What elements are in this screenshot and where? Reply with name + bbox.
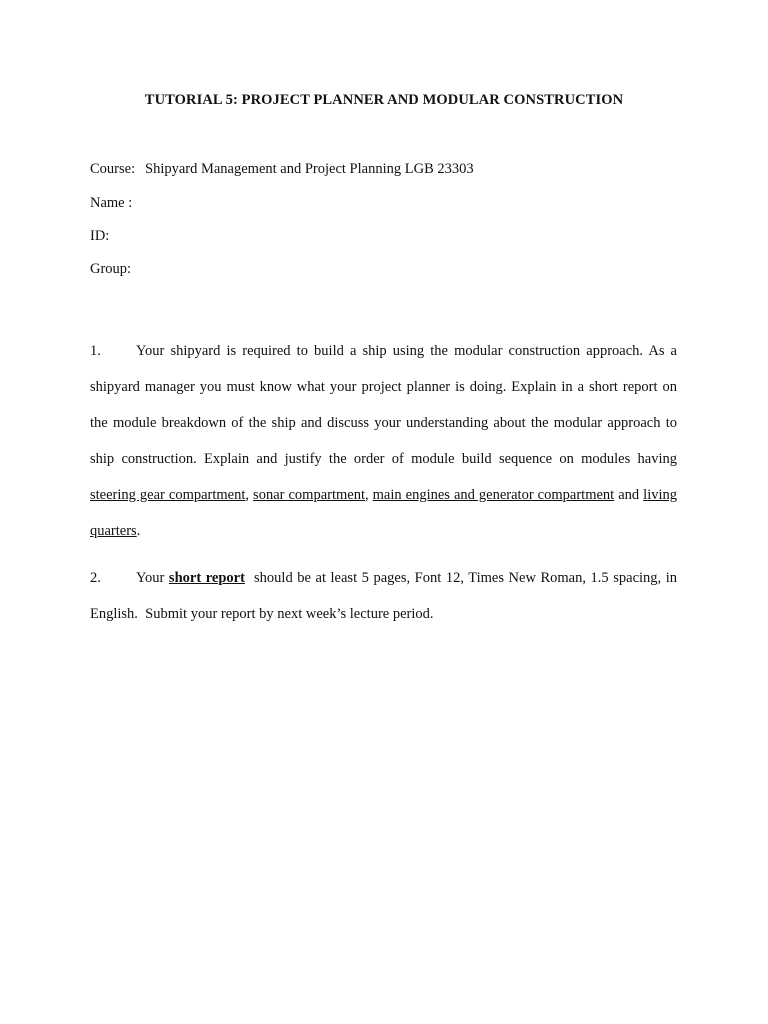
separator-text: ,	[245, 487, 254, 503]
question-2-text-start: Your	[136, 570, 169, 586]
group-field-label: Group:	[90, 261, 132, 277]
question-2-number: 2.	[90, 570, 101, 586]
question-1-number: 1.	[90, 343, 101, 359]
main-engines-compartment-text: main engines and generator compartment	[372, 487, 615, 503]
course-label: Course:	[90, 161, 136, 177]
question-1-text: Your shipyard is required to build a ship using the modular construction approach. As a shipyard manager you must know what your project planner is doing. Explain in a short report on the module breakdown of the ship and discuss your understanding about the modular approach to ship construction. Explain and justify the order of module build sequence on modules having	[90, 343, 677, 467]
steering-gear-compartment-text: steering gear compartment	[90, 487, 246, 503]
separator-text: ,	[364, 487, 373, 503]
short-report-emphasis: short report	[168, 570, 245, 586]
question-2	[90, 560, 681, 632]
question-2-text-end: should be at least 5 pages, Font 12, Times New Roman, 1.5 spacing, in English. Submit your report by next week’s lecture period.	[90, 570, 681, 622]
id-field-label: ID:	[90, 228, 110, 244]
name-field-label: Name :	[90, 195, 133, 211]
separator-text: and	[614, 487, 644, 503]
sonar-compartment-text: sonar compartment	[253, 487, 365, 503]
course-line	[90, 160, 474, 178]
question-1	[90, 333, 677, 549]
page-title: TUTORIAL 5: PROJECT PLANNER AND MODULAR CONSTRUCTION	[144, 92, 624, 108]
course-value: Shipyard Management and Project Planning LGB 23303	[145, 161, 474, 177]
sentence-end: .	[136, 523, 141, 539]
living-quarters-text: living quarters	[90, 487, 678, 539]
